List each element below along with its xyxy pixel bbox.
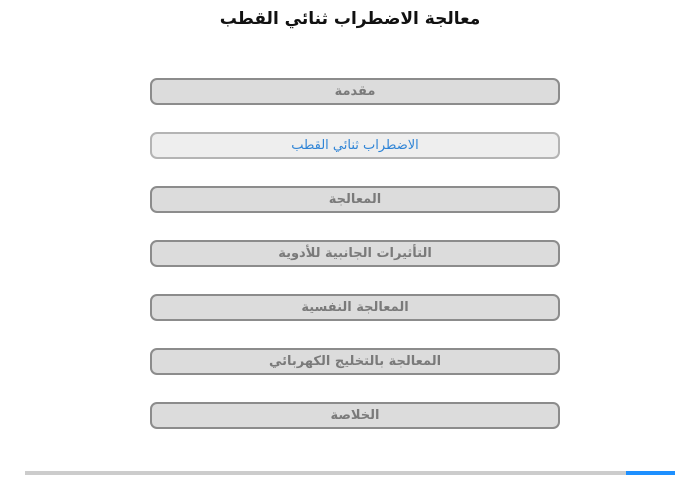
progress-bar [25,471,675,475]
menu-item-psychotherapy[interactable]: المعالجة النفسية [150,294,560,321]
page-title: معالجة الاضطراب ثنائي القطب [219,9,481,29]
menu-item-drug-side-effects[interactable]: التأثيرات الجانبية للأدوية [150,240,560,267]
menu-item-introduction[interactable]: مقدمة [150,78,560,105]
menu-item-electroconvulsive-therapy[interactable]: المعالجة بالتخليج الكهربائي [150,348,560,375]
progress-bar-fill [626,471,675,475]
menu-item-treatment[interactable]: المعالجة [150,186,560,213]
menu-item-bipolar-disorder[interactable]: الاضطراب ثنائي القطب [150,132,560,159]
chapter-menu [150,78,560,456]
menu-item-summary[interactable]: الخلاصة [150,402,560,429]
